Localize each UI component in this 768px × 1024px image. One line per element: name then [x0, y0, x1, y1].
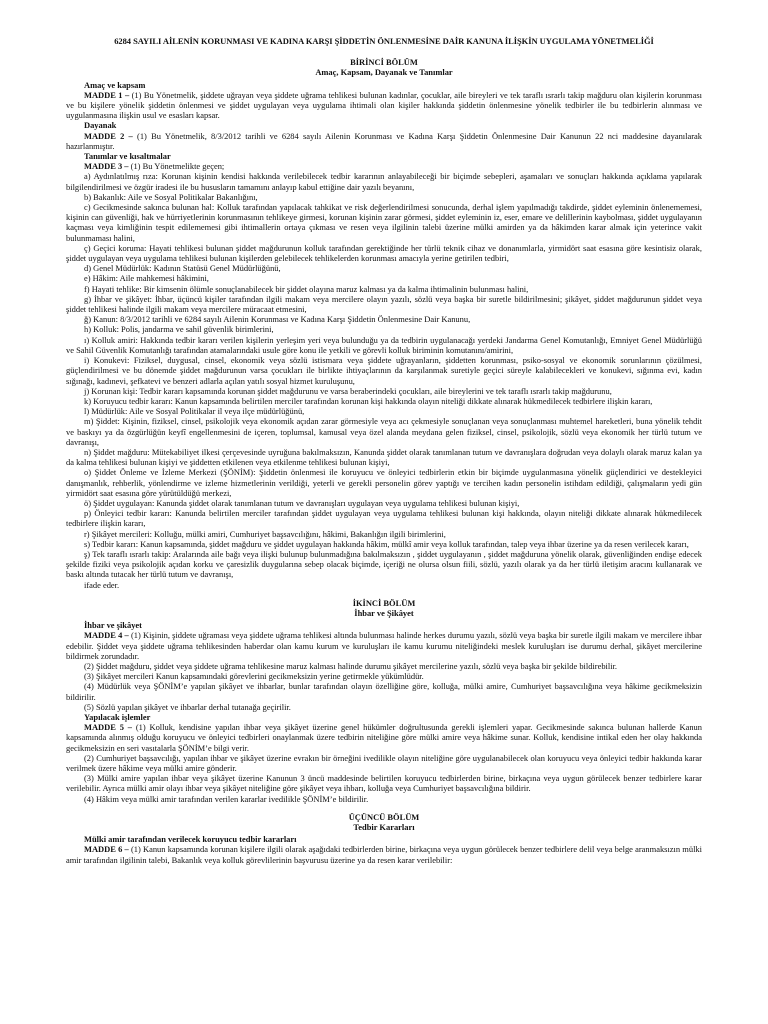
article-heading: Amaç ve kapsam	[84, 79, 146, 90]
paragraph: j) Korunan kişi: Tedbir kararı kapsamında korunan şiddet mağdurunu ve varsa beraberindeki çocukları, aile bireylerini ve tek taraflı ısrarlı takip mağdurunu,	[84, 385, 612, 396]
article-text: (1) Kolluk, kendisine yapılan ihbar veya şikâyet üzerine genel hükümler doğrultusunda gerekli işlemleri yapar. Gecikmesinde sakınca bulunan hallerde Kanun kapsamında alınmış olduğu koruyucu ve önleyici tedbirleri onaylanmak üzere tedbirin niteliğine göre mülki amire veya hâkime sunar. Kolluk, kendisine intikal eden her olay hakkında gecikmeksizin en seri vasıtalarla ŞÖNİM’e bilgi verir.	[66, 722, 702, 753]
article-paragraph	[66, 722, 702, 753]
article-number: MADDE 5 –	[84, 722, 132, 733]
article-paragraph	[66, 161, 702, 171]
article-text: (1) Bu Yönetmelikte geçen;	[128, 161, 225, 172]
article-number: MADDE 6 –	[84, 844, 129, 855]
paragraph: ö) Şiddet uygulayan: Kanunda şiddet olarak tanımlanan tutum ve davranışları uygulayan veya uygulama tehlikesi bulunan kişiyi,	[84, 497, 520, 508]
paragraph: m) Şiddet: Kişinin, fiziksel, cinsel, psikolojik veya ekonomik açıdan zarar görmesiyle veya acı çekmesiyle sonuçlanan veya sonuçlanması muhtemel hareketleri, buna yönelik tehdit ve baskıyı ya da özgürlüğün keyfî engellenmesini de içeren, toplumsal, kamusal veya özel alanda meydana gelen fiziksel, cinsel, psikolojik, sözlü veya ekonomik her türlü tutum ve davranışı,	[66, 416, 702, 447]
paragraph: h) Kolluk: Polis, jandarma ve sahil güvenlik birimlerini,	[84, 324, 274, 335]
article-heading: Dayanak	[84, 120, 117, 131]
paragraph: b) Bakanlık: Aile ve Sosyal Politikalar Bakanlığını,	[84, 191, 258, 202]
paragraph: d) Genel Müdürlük: Kadının Statüsü Genel Müdürlüğünü,	[84, 263, 281, 274]
section-heading: BİRİNCİ BÖLÜM	[350, 57, 418, 68]
paragraph: e) Hâkim: Aile mahkemesi hâkimini,	[84, 273, 209, 284]
paragraph: s) Tedbir kararı: Kanun kapsamında, şiddet mağduru ve şiddet uygulayan hakkında hâkim, mülkî amir veya kolluk tarafından, talep veya ihbar üzerine ya da resen verilecek kararı,	[84, 538, 689, 549]
section-heading: İKİNCİ BÖLÜM	[352, 597, 416, 608]
article-heading: Mülki amir tarafından verilecek koruyucu tedbir kararları	[84, 834, 297, 845]
section-subheading: Tedbir Kararları	[353, 822, 415, 833]
paragraph: (4) Müdürlük veya ŞÖNİM’e yapılan şikâyet ve ihbarlar, bunlar tarafından olayın özelliğine göre, kolluğa, mülki amire, Cumhuriyet başsavcılığına veya hâkime gecikmeksizin bildirilir.	[66, 681, 702, 702]
document-title: 6284 SAYILI AİLENİN KORUNMASI VE KADINA KARŞI ŞİDDETİN ÖNLENMESİNE DAİR KANUNA İLİŞKİN UYGULAMA YÖNETMELİĞİ	[114, 36, 654, 46]
paragraph: (3) Mülki amire yapılan ihbar veya şikâyet üzerine Kanunun 3 üncü maddesinde belirtilen koruyucu tedbirlerden birine, birkaçına veya uygun görülecek benzer tedbirlere karar verilebilir. Ayrıca mülki amir olayı ihbar veya şikâyet niteliğine göre şikâyet veya ihbarı, kolluğa veya Cumhuriyet başsavcılığına bildirir.	[66, 773, 702, 794]
article-text: (1) Kişinin, şiddete uğraması veya şiddete uğrama tehlikesi altında bulunması halinde herkes durumu yazılı, sözlü veya başka bir suretle ilgili makam ve mercilere ihbar edebilir. Şiddet veya şiddete uğrama tehlikesinden haberdar olan kamu kurum ve kuruluşları ile kamu kurumu niteliğindeki meslek kuruluşları ise durumu derhal, şikâyet mercilerine bildirmek zorundadır.	[66, 630, 702, 661]
article-heading: Yapılacak işlemler	[84, 712, 151, 722]
paragraph: (2) Cumhuriyet başsavcılığı, yapılan ihbar ve şikâyet üzerine evrakın bir örneğini ivedilikle olayın niteliğine göre uygulanabilecek olan koruyucu veya önleyici tedbir hakkında karar verilmek üzere hâkime veya mülki amire gönderir.	[66, 752, 702, 774]
section-gap	[66, 804, 702, 812]
paragraph: ı) Kolluk amiri: Hakkında tedbir kararı verilen kişilerin yerleşim yeri veya bulunduğu ya da tedbirin uygulanacağı yerdeki Jandarma Genel Komutanlığı, Emniyet Genel Müdürlüğü ve Sahil Güvenlik Komutanlığı tarafından atamalarındaki usule göre konu ile yetkili ve görevli kolluk biriminin komutanını/amirini,	[66, 334, 702, 355]
paragraph: l) Müdürlük: Aile ve Sosyal Politikalar il veya ilçe müdürlüğünü,	[84, 406, 305, 417]
paragraph: ç) Geçici koruma: Hayati tehlikesi bulunan şiddet mağdurunun kolluk tarafından gerektiğinde her türlü teknik cihaz ve donanımlarla, yirmidört saat esasına göre kesintisiz olarak, şiddet uygulayan veya uygulama tehlikesi bulunan kişilerden gelebilecek tehlikelerden korunması amacıyla yerine getirilen tedbiri,	[66, 242, 702, 264]
paragraph: o) Şiddet Önleme ve İzleme Merkezi (ŞÖNİM): Şiddetin önlenmesi ile koruyucu ve önleyici tedbirlerin etkin bir biçimde uygulanmasına yönelik güçlendirici ve destekleyici danışmanlık, rehberlik, yönlendirme ve izleme hizmetlerinin verildiği, yeterli ve gerekli personelin görev yaptığı ve tercihen kadın personelin istihdam edildiği, çalışmaların yedi gün yirmidört saat esasına göre yürütüldüğü merkezi,	[66, 467, 702, 498]
paragraph: (5) Sözlü yapılan şikâyet ve ihbarlar derhal tutanağa geçirilir.	[84, 701, 291, 712]
article-number: MADDE 3 –	[84, 161, 129, 172]
article-paragraph	[66, 131, 702, 151]
article-text: (1) Kanun kapsamında korunan kişilere ilgili olarak aşağıdaki tedbirlerden birine, birkaçına veya uygun görülecek benzer tedbirlere delil veya belge aranmaksızın mülki amir tarafından ilgilinin talebi, Bakanlık veya kolluk görevlilerinin başvurusu üzerine ya da resen karar verilebilir:	[66, 844, 702, 865]
paragraph: a) Aydınlatılmış rıza: Korunan kişinin kendisi hakkında verilebilecek tedbir kararının anlayabileceği bir biçimde sebepleri, aşamaları ve sonuçları hakkında açıklama yapılarak bilgilendirilmesi ve özgür iradesi ile bu hususların tamamını anlayıp kabul ettiğine dair yazılı beyanını,	[66, 171, 702, 192]
paragraph: ş) Tek taraflı ısrarlı takip: Aralarında aile bağı veya ilişki bulunup bulunmadığına bakılmaksızın , şiddet uygulayanın , şiddet mağduruna yönelik olarak, güvenliğinden endişe edecek şekilde fiziki veya psikolojik açıdan korku ve çaresizlik duygularına sebep olacak biçimde, içeriği ne olursa olsun fiili, sözlü, yazılı olarak ya da her türlü iletişim aracını kullanarak ve baskı altında tutacak her türlü tutum ve davranışı,	[66, 548, 702, 580]
article-paragraph	[66, 630, 702, 661]
article-number: MADDE 1 –	[84, 89, 130, 100]
article-heading: Tanımlar ve kısaltmalar	[84, 151, 171, 162]
paragraph: r) Şikâyet mercileri: Kolluğu, mülki amiri, Cumhuriyet başsavcılığını, hâkimi, Bakanlığın ilgili birimlerini,	[84, 528, 446, 539]
paragraph: g) İhbar ve şikâyet: İhbar, üçüncü kişiler tarafından ilgili makam veya mercilere olayın yazılı, sözlü veya başka bir suretle bildirilmesini; şikâyet, şiddet mağdurunun şiddet veya şiddet tehlikesi halinde ilgili makam veya mercilere müracaat etmesini,	[66, 293, 702, 315]
article-text: (1) Bu Yönetmelik, şiddete uğrayan veya şiddete uğrama tehlikesi bulunan kadınlar, çocuklar, aile bireyleri ve tek taraflı ısrarlı takip mağduru olan kişilerin korunması ve bu kişilere yönelik şiddetin önlenmesi ve şiddet uygulayan veya uygulama ihtimali olan kişiler hakkında şiddetin önlenmesine yönelik tedbirler ile bu tedbirlerin alınması ve uygulanmasına ilişkin usul ve esasları kapsar.	[66, 89, 702, 121]
article-number: MADDE 4 –	[84, 630, 129, 641]
paragraph: i) Konukevi: Fiziksel, duygusal, cinsel, ekonomik veya sözlü istismara veya şiddete uğrayanların, şiddetten korunması, psiko-sosyal ve ekonomik sorunlarının çözülmesi, güçlendirilmesi ve bu dönemde şiddet mağdurunun varsa çocukları ile birlikte ihtiyaçlarının da karşılanmak suretiyle geçici süreyle kalabilecekleri ve konukevi, sığınma evi, kadın sığınağı, kadınevi, şefkatevi ve benzeri adlarla açılan yatılı sosyal hizmet kuruluşunu,	[66, 355, 702, 386]
paragraph: ğ) Kanun: 8/3/2012 tarihli ve 6284 sayılı Ailenin Korunması ve Kadına Karşı Şiddetin Önlenmesine Dair Kanunu,	[84, 314, 471, 325]
section-heading: ÜÇÜNCÜ BÖLÜM	[348, 811, 420, 822]
article-paragraph	[66, 90, 702, 121]
paragraph: ifade eder.	[84, 579, 120, 590]
article-heading: İhbar ve şikâyet	[84, 620, 142, 631]
paragraph: n) Şiddet mağduru: Mütekabiliyet ilkesi çerçevesinde uyruğuna bakılmaksızın, Kanunda şiddet olarak tanımlanan tutum ve davranışlara doğrudan veya dolaylı olarak maruz kalan ya da kalma tehlikesi bulunan kişiyi ve şiddetten etkilenen veya etkilenme tehlikesi bulunan kişiyi,	[66, 446, 702, 468]
article-number: MADDE 2 –	[84, 130, 133, 141]
article-text: (1) Bu Yönetmelik, 8/3/2012 tarihli ve 6284 sayılı Ailenin Korunması ve Kadına Karşı Şiddetin Önlenmesine Dair Kanunun 22 nci maddesine dayanılarak hazırlanmıştır.	[66, 130, 702, 151]
document-body	[66, 57, 702, 865]
paragraph: k) Koruyucu tedbir kararı: Kanun kapsamında belirtilen merciler tarafından korunan kişi hakkında olayın niteliği dikkate alınarak hükmedilecek tedbirlere ilişkin kararı,	[84, 395, 653, 406]
section-subheading: Amaç, Kapsam, Dayanak ve Tanımlar	[315, 67, 453, 78]
paragraph: (3) Şikâyet mercileri Kanun kapsamındaki görevlerini gecikmeksizin yerine getirmekle yükümlüdür.	[84, 671, 424, 682]
paragraph: (4) Hâkim veya mülki amir tarafından verilen kararlar ivedilikle ŞÖNİM’e bildirilir.	[84, 793, 369, 804]
paragraph: (2) Şiddet mağduru, şiddet veya şiddete uğrama tehlikesine maruz kalması halinde durumu şikâyet mercilerine yazılı, sözlü veya başka bir şekilde bildirebilir.	[84, 660, 618, 671]
section-gap	[66, 590, 702, 598]
paragraph: f) Hayati tehlike: Bir kimsenin ölümle sonuçlanabilecek bir şiddet olayına maruz kalması ya da kalma ihtimalinin bulunması halini,	[84, 283, 529, 294]
paragraph: c) Gecikmesinde sakınca bulunan hal: Kolluk tarafından yapılacak tahkikat ve risk değerlendirilmesi sonucunda, derhal işlem yapılmadığı takdirde, şiddet eyleminin önlenememesi, kişinin can güvenliği, hak ve hürriyetlerinin korunmasının tehlikeye girmesi, korunan kişinin zarar görmesi, şiddet eyleminin iz, eser, emare ve delillerinin kaybolması, şiddet uygulayanın kaçması veya kimliğinin tespit edilememesi gibi ihtimallerin ortaya çıkması ve resen veya ilgilinin talebi üzerine mülki amirden ya da hâkimden karar almak için yeterince vakit bulunmaması halini,	[66, 202, 702, 243]
section-subheading: İhbar ve Şikâyet	[354, 607, 414, 618]
paragraph: p) Önleyici tedbir kararı: Kanunda belirtilen merciler tarafından şiddet uygulayan veya uygulama tehlikesi bulunan kişi hakkında, olayın niteliği dikkate alınarak hükmedilecek tedbirlere ilişkin kararı,	[66, 508, 702, 529]
article-paragraph	[66, 844, 702, 864]
